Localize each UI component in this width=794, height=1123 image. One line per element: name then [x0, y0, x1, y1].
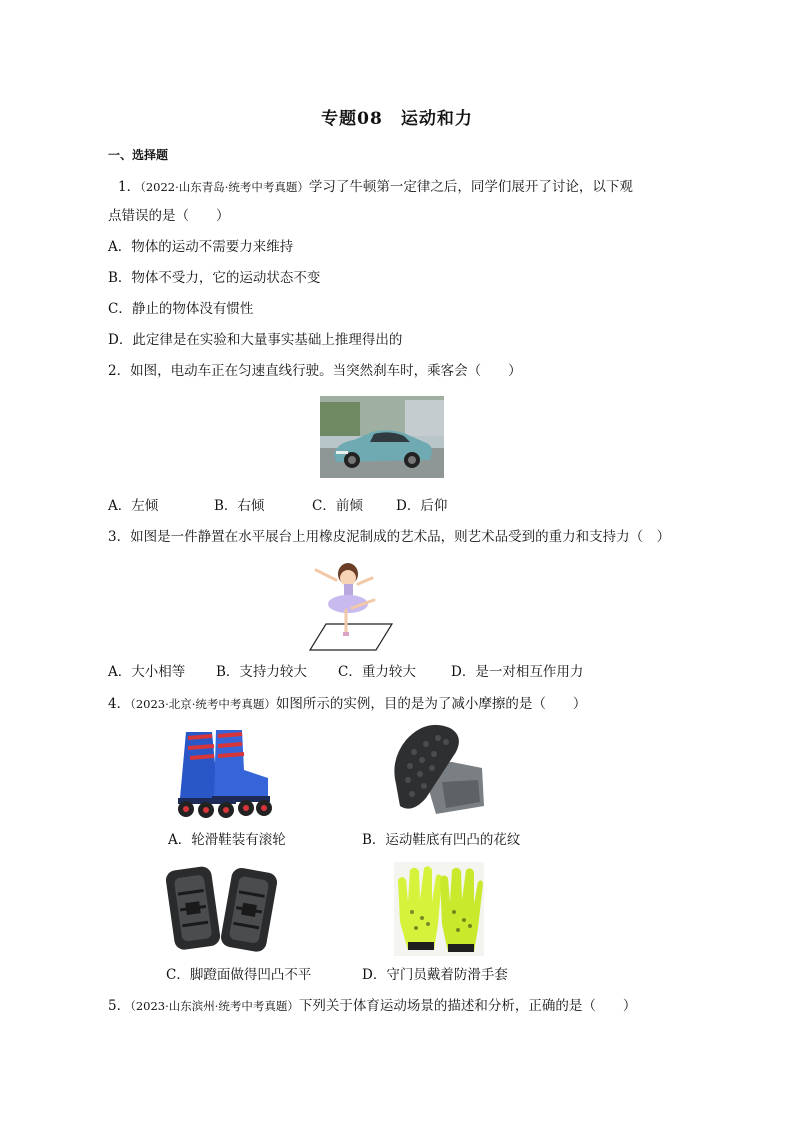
question-4-option-c: C．脚蹬面做得凹凸不平 [166, 967, 312, 983]
question-4-stem: 4．（2023·北京·统考中考真题）如图所示的实例，目的是为了减小摩擦的是（ ） [108, 696, 587, 712]
page-title: 专题08 运动和力 [321, 109, 473, 129]
clay-ballerina-image [306, 556, 398, 654]
question-3-option-d: D．是一对相互作用力 [451, 664, 584, 680]
question-2-option-b: B．右倾 [214, 498, 265, 514]
question-1-option-c: C．静止的物体没有惯性 [108, 301, 254, 317]
question-3-options [108, 662, 583, 682]
electric-car-image [320, 396, 444, 478]
bike-pedals-image [166, 862, 278, 956]
question-4-option-b: B．运动鞋底有凹凸的花纹 [362, 832, 521, 848]
question-2-option-a: A．左倾 [108, 498, 159, 514]
question-3-option-c: C．重力较大 [338, 664, 416, 680]
question-4-option-d: D．守门员戴着防滑手套 [362, 967, 508, 983]
inline-skates-image [172, 724, 276, 820]
question-1-option-b: B．物体不受力，它的运动状态不变 [108, 270, 321, 286]
question-3-option-b: B．支持力较大 [216, 664, 307, 680]
section-heading: 一、选择题 [108, 148, 169, 162]
question-3-stem: 3．如图是一件静置在水平展台上用橡皮泥制成的艺术品，则艺术品受到的重力和支持力（ ） [108, 529, 671, 545]
question-1-stem-cont: 点错误的是（ ） [108, 208, 230, 224]
sneaker-sole-image [386, 722, 486, 822]
question-2-option-d: D．后仰 [396, 498, 448, 514]
question-5-stem: 5．（2023·山东滨州·统考中考真题）下列关于体育运动场景的描述和分析，正确的是（ ） [108, 998, 637, 1014]
goalkeeper-gloves-image [394, 862, 484, 956]
question-1-option-d: D．此定律是在实验和大量事实基础上推理得出的 [108, 332, 403, 348]
question-source: （2023·北京·统考中考真题） [130, 697, 276, 711]
question-1-option-a: A．物体的运动不需要力来维持 [108, 239, 294, 255]
question-source: （2022·山东青岛·统考中考真题） [140, 180, 309, 194]
question-4-option-a: A．轮滑鞋装有滚轮 [168, 832, 286, 848]
question-1-stem: 1．（2022·山东青岛·统考中考真题）学习了牛顿第一定律之后，同学们展开了讨论，以下观 [118, 179, 633, 195]
question-source: （2023·山东滨州·统考中考真题） [130, 999, 299, 1013]
question-2-options [108, 496, 447, 516]
question-2-option-c: C．前倾 [312, 498, 363, 514]
question-3-option-a: A．大小相等 [108, 664, 186, 680]
question-2-stem: 2．如图，电动车正在匀速直线行驶。当突然刹车时，乘客会（ ） [108, 363, 522, 379]
